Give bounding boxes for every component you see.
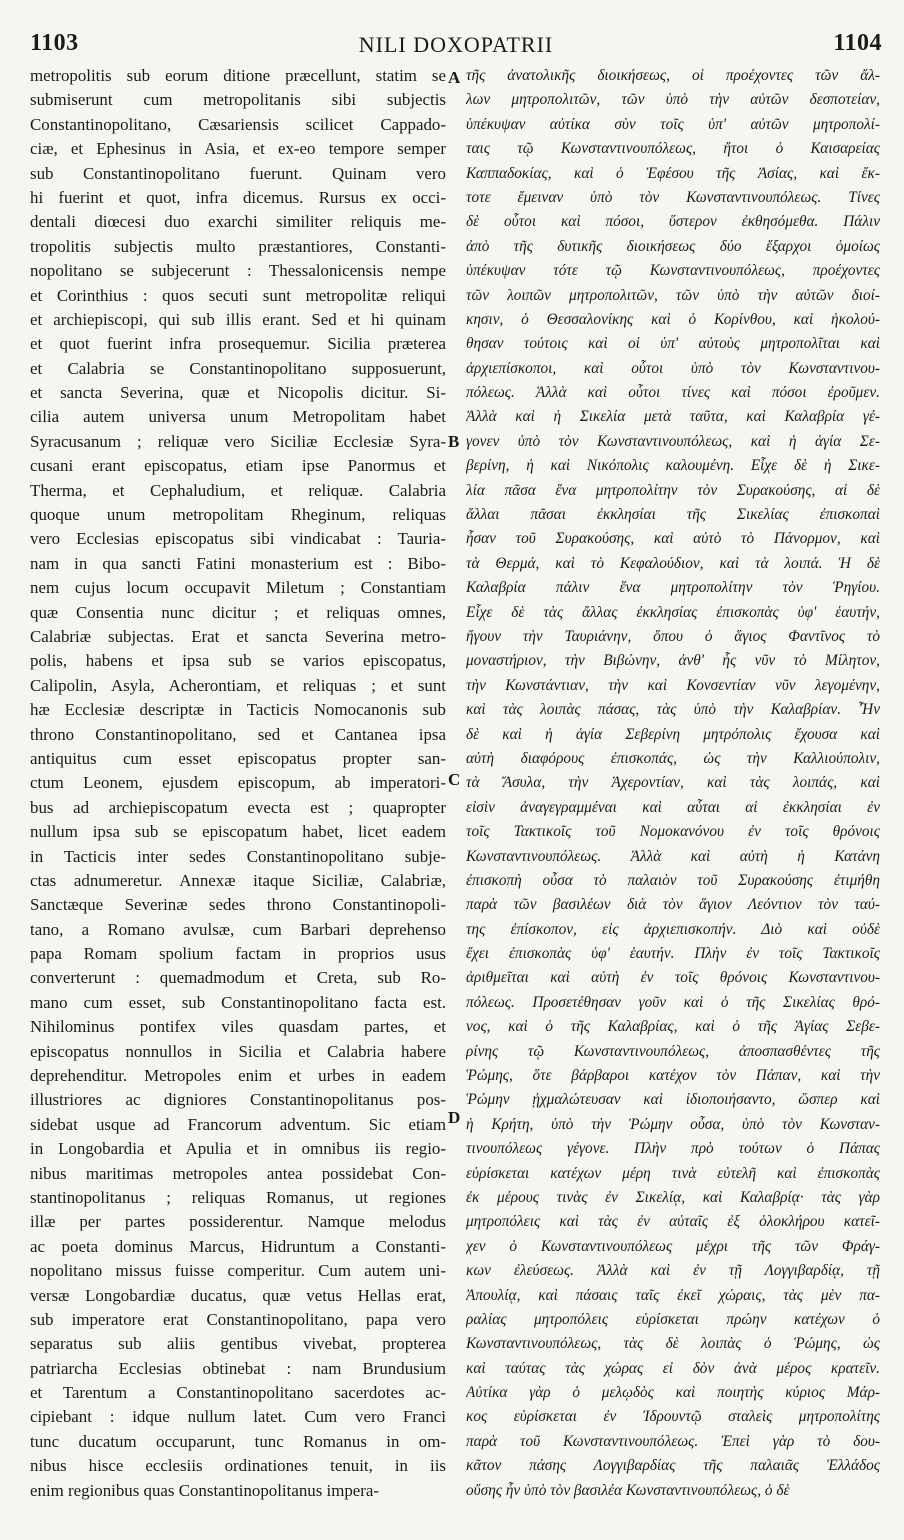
latin-text-line: et archiepiscopi, qui sub illis erant. Sed et hi quinam [30, 309, 446, 329]
page-number-left: 1103 [30, 30, 79, 56]
greek-text-line: γονεν ὑπὸ τὸν Κωνσταντινουπόλεως, καὶ ἡ ἁγία Σε- [466, 432, 880, 450]
latin-text-line: sub imperatore erat Constantinopolitano, papa vero [30, 1309, 446, 1329]
greek-text-line: παρὰ τοῦ Κωνσταντινουπόλεως. Ἐπεὶ γὰρ τὸ δου- [466, 1432, 880, 1450]
greek-text-line: ὑπέκυψαν αὐτίκα σὺν τοῖς ὑπ' αὐτῶν μητροπολί- [466, 115, 880, 133]
greek-text-line: Εἶχε δὲ τὰς ἄλλας ἐκκλησίας ἐπισκοπὰς ὑφ' ἑαυτήν, [466, 603, 880, 621]
latin-column [30, 64, 446, 1503]
greek-text-line: ὑπέκυψαν τότε τῷ Κωνσταντινουπόλεως, προέχοντες [466, 262, 880, 280]
latin-text-line: deprehenditur. Metropoles enim et urbes in eadem [30, 1066, 446, 1086]
greek-text-line: δὲ οὗτοι καὶ πόσοι, ὕστερον ἐκθησόμεθα. Πάλιν [466, 213, 880, 231]
latin-text-line: nopolitano se subjecerunt : Thessalonicensis nempe [30, 261, 446, 281]
greek-text-line: Αὐτίκα γὰρ ὁ μελῳδὸς καὶ ποιητὴς κύριος Μάρ- [466, 1384, 880, 1402]
greek-text-line: κων ἐλεύσεως. Ἀλλὰ καὶ ἐν τῇ Λογγιβαρδίᾳ, τῇ [466, 1262, 880, 1280]
greek-text-line: ρίνης τῷ Κωνσταντινουπόλεως, ἀποσπασθέντες τῆς [466, 1042, 880, 1060]
greek-text-line: της ἐπίσκοπον, εἰς ἀρχιεπισκοπήν. Διὸ καὶ οὐδὲ [466, 920, 880, 938]
latin-text-line: Nihilominus pontifex viles quasdam partes, et [30, 1017, 446, 1037]
greek-text-line: Ῥώμης, ὅτε βάρβαροι κατέχον τὸν Πάπαν, καὶ τὴν [466, 1067, 880, 1085]
latin-text-line: tunc ducatum occuparunt, tunc Romanus in om- [30, 1431, 446, 1451]
greek-text-line: δὲ καὶ ἡ ἁγία Σεβερίνη μητρόπολις ἔχουσα καὶ [466, 725, 880, 743]
section-marker-c: C [448, 770, 461, 789]
latin-text-line: vero Ecclesias episcopatus sibi vindicabat : Tauria- [30, 529, 446, 549]
latin-text-line: et Corinthius : quos secuti sunt metropolitæ reliqui [30, 285, 446, 305]
greek-column [466, 64, 880, 1503]
latin-text-line: in Tacticis inter sedes Constantinopolitano subje- [30, 846, 446, 866]
latin-text-line: hæ Ecclesiæ descriptæ in Tacticis Nomocanonis sub [30, 700, 446, 720]
latin-text-line: quoque unum metropolitam Rheginum, reliquas [30, 505, 446, 525]
latin-text-line: separatus sub aliis gentibus vivebat, propterea [30, 1334, 446, 1354]
latin-text-line: tropolitis subjectis multo præstantiores, Constanti- [30, 236, 446, 256]
greek-text-line: τὰ Ἄσυλα, τὴν Ἀχεροντίαν, καὶ τὰς λοιπάς, καὶ [466, 774, 880, 792]
greek-text-line: Ἀπουλίᾳ, καὶ πάσαις ταῖς ἐκεῖ χώραις, τὰς μὲν πα- [466, 1286, 880, 1304]
greek-text-line: κος εὑρίσκεται ἐν Ἰδρουντῷ σταλεὶς μητροπολίτης [466, 1408, 880, 1426]
greek-text-line: ἐπισκοπὴ οὖσα τὸ παλαιὸν τοῦ Συρακούσης ἐτιμήθη [466, 871, 880, 889]
greek-text-line: Καππαδοκίας, καὶ ὁ Ἐφέσου τῆς Ἀσίας, καὶ ἔκ- [466, 164, 880, 182]
running-title: NILI DOXOPATRII [358, 32, 554, 57]
greek-text-line: αὐτὴ διαφόρους ἐπισκοπάς, ὡς τὴν Καλλιούπολιν, [466, 749, 880, 767]
latin-text-line: et quot fuerint infra prosequemur. Sicilia præterea [30, 334, 446, 354]
latin-text-line: in Longobardia et Apulia et in omnibus iis regio- [30, 1139, 446, 1159]
latin-text-line: illæ per partes possiderentur. Namque melodus [30, 1212, 446, 1232]
greek-text-line: τὰ Θερμά, καὶ τὸ Κεφαλούδιον, καὶ τὰ λοιπά. Ἡ δὲ [466, 554, 880, 572]
greek-text-line: ἦσαν τοῦ Συρακούσης, καὶ αὐτὸ τὸ Πάνορμον, καὶ [466, 530, 880, 548]
latin-text-line: throno Constantinopolitano, sed et Cantanea ipsa [30, 724, 446, 744]
greek-text-line: ἄλλαι πᾶσαι ἐκκλησίαι τῆς Σικελίας ἐπισκοπαὶ [466, 506, 880, 524]
greek-text-line: τινουπόλεως γέγονε. Πλὴν πρὸ τούτων ὁ Πάπας [466, 1140, 880, 1158]
latin-text-line: illustriores ac digniores Constantinopolitanus pos- [30, 1090, 446, 1110]
greek-text-line: λία πᾶσα ἕνα μητροπολίτην τὸν Συρακούσης, αἱ δὲ [466, 481, 880, 499]
greek-text-line: Κωνσταντινουπόλεως, τὰς δὲ λοιπὰς ὁ Ῥώμης, ὡς [466, 1335, 880, 1353]
greek-text-line: ἀπὸ τῆς δυτικῆς διοικήσεως δύο ἔξαρχοι ὁμοίως [466, 237, 880, 255]
latin-text-line: nibus maritimas metropoles antea possidebat Con- [30, 1163, 446, 1183]
greek-text-line: τῶν λοιπῶν μητροπολιτῶν, τῶν ὑπὸ τὴν αὐτῶν διοί- [466, 286, 880, 304]
greek-text-line: κησιν, ὁ Θεσσαλονίκης καὶ ὁ Κορίνθου, καὶ ἠκολού- [466, 310, 880, 328]
greek-text-line: ἡ Κρήτη, ὑπὸ τὴν Ῥώμην οὖσα, ὑπὸ τὸν Κωνσταν- [466, 1115, 880, 1133]
latin-text-line: mano cum esset, sub Constantinopolitano facta est. [30, 992, 446, 1012]
latin-text-line: sub Constantinopolitano fuerunt. Quinam vero [30, 163, 446, 183]
greek-text-line: πόλεως. Ἀλλὰ καὶ οὗτοι τίνες καὶ πόσοι ἐροῦμεν. [466, 384, 880, 402]
latin-text-line: enim regionibus quas Constantinopolitanus impera- [30, 1480, 380, 1500]
greek-text-line: ἤγουν τὴν Ταυριάνην, ὅπου ὁ ἅγιος Φαντῖνος τὸ [466, 627, 880, 645]
latin-text-line: polis, habens et ipsa sub se varios episcopatus, [30, 651, 446, 671]
latin-text-line: cusani erant episcopatus, etiam ipse Panormus et [30, 456, 446, 476]
greek-text-line: μητροπόλεις καὶ τὰς ἐν αὐταῖς ἐξ ὁλοκλήρου κατεῖ- [466, 1213, 880, 1231]
latin-text-line: Constantinopolitano, Cæsariensis scilicet Cappado- [30, 114, 446, 134]
greek-text-line: τοῖς Τακτικοῖς τοῦ Νομοκανόνου ἐν τοῖς θρόνοις [466, 823, 880, 841]
latin-text-line: versæ Longobardiæ ducatus, quæ vetus Hellas erat, [30, 1285, 446, 1305]
latin-text-line: patriarcha Ecclesias obtinebat : nam Brundusium [30, 1358, 446, 1378]
greek-text-line: νος, καὶ ὁ τῆς Καλαβρίας, καὶ ὁ τῆς Ἁγίας Σεβε- [466, 1018, 880, 1036]
greek-text-line: τῆς ἀνατολικῆς διοικήσεως, οἱ προέχοντες τῶν ἄλ- [466, 67, 880, 84]
greek-text-line: καὶ ταύτας τὰς χώρας εἰ δὸν ἀνὰ μέρος κρατεῖν. [466, 1359, 880, 1377]
latin-text-line: nullum ipsa sub se episcopatum habet, licet eadem [30, 822, 446, 842]
latin-text-line: Sanctæque Severinæ sedes throno Constantinopoli- [30, 895, 446, 915]
greek-text-line: Κωνσταντινουπόλεως. Ἀλλὰ καὶ αὐτὴ ἡ Κατάνη [466, 847, 880, 865]
latin-text-line: metropolitis sub eorum ditione præcellunt, statim se [30, 66, 446, 85]
section-marker-d: D [448, 1108, 461, 1127]
latin-text-line: et sancta Severina, quæ et Nicopolis dicitur. Si- [30, 383, 446, 403]
latin-text-line: bus ad archiepiscopatum evecta est ; quapropter [30, 797, 446, 817]
latin-text-line: Calabriæ subjectas. Erat et sancta Severina metro- [30, 626, 446, 646]
latin-text-line: nem cujus locum occupavit Miletum ; Constantiam [30, 578, 446, 598]
greek-text-line: χεν ὁ Κωνσταντινουπόλεως μέχρι τῆς τῶν Φράγ- [466, 1237, 880, 1255]
greek-text-line: ἐκ μέρους τινὰς ἐν Σικελίᾳ, καὶ Καλαβρίᾳ· τὰς γὰρ [466, 1188, 880, 1206]
latin-text-line: ctas adnumeretur. Annexæ itaque Siciliæ, Calabriæ, [30, 870, 446, 890]
latin-text-line: hi fuerint et quot, infra dicemus. Rursus ex occi- [30, 187, 446, 207]
greek-text-line: πόλεως. Προσετέθησαν γοῦν καὶ ὁ τῆς Σικελίας θρό- [466, 993, 880, 1011]
latin-text-line: Calipolin, Asyla, Acherontiam, et reliquas ; et sunt [30, 675, 446, 695]
greek-text-line: ἀρχιεπίσκοποι, καὶ οὗτοι ὑπὸ τὸν Κωνσταντινου- [466, 359, 880, 377]
latin-text-line: Therma, et Cephaludium, et reliquæ. Calabria [30, 480, 446, 500]
latin-text-line: ac poeta dominus Marcus, Hidruntum a Constanti- [30, 1236, 446, 1256]
latin-text-line: dentali diœcesi duo exarchi similiter reliquis me- [30, 212, 446, 232]
greek-text-line: καὶ τὰς λοιπὰς πάσας, τὰς ὑπὸ τὴν Καλαβρίαν. Ἦν [466, 701, 880, 719]
latin-text-line: antiquitus cum esset episcopatus propter san- [30, 748, 446, 768]
greek-text-line: κᾶτον πάσης Λογγιβαρδίας τῆς παλαιᾶς Ἑλλάδος [466, 1457, 880, 1475]
page-number-right: 1104 [833, 30, 882, 56]
greek-text-line: λων μητροπολιτῶν, τῶν ὑπὸ τὴν αὐτῶν δεσποτείαν, [466, 91, 880, 109]
latin-text-line: episcopatus nonnullos in Sicilia et Calabria habere [30, 1041, 446, 1061]
greek-text-line: εὑρίσκεται κατέχων μέρη τινὰ εὐτελῆ καὶ ἐπισκοπὰς [466, 1164, 880, 1182]
latin-text-line: nopolitano missus fuisse comperitur. Cum autem uni- [30, 1261, 446, 1281]
greek-text-line: μοναστήριον, τὴν Βιβώνην, ἀνθ' ἧς νῦν τὸ Μίλητον, [466, 652, 880, 670]
latin-text-line: cilia autem universa unum Metropolitam habet [30, 407, 446, 427]
latin-text-line: ciæ, et Ephesinus in Asia, et ex-eo tempore semper [30, 139, 446, 159]
greek-text-line: οὔσης ἦν ὑπὸ τὸν βασιλέα Κωνσταντινουπόλεως, ὁ δὲ [466, 1481, 790, 1499]
greek-text-line: ἀριθμεῖται καὶ αὐτὴ ἐν τοῖς θρόνοις Κωνσταντινου- [466, 969, 880, 987]
latin-text-line: Syracusanum ; reliquæ vero Siciliæ Ecclesiæ Syra- [30, 431, 446, 451]
greek-text-line: ταις τῷ Κωνσταντινουπόλεως, ἤτοι ὁ Καισαρείας [466, 140, 880, 158]
greek-text-line: ἔχει ἐπισκοπὰς ὑφ' ἑαυτήν. Πλὴν ἐν τοῖς Τακτικοῖς [466, 945, 880, 963]
latin-text-line: stantinopolitanus ; reliquas Romanus, ut regiones [30, 1187, 446, 1207]
latin-text-line: cipiebant : idque nullum latet. Cum vero Franci [30, 1407, 446, 1427]
latin-text-line: nam in qua sancti Fatini monasterium est : Bibo- [30, 553, 446, 573]
latin-text-line: et Calabria se Constantinopolitano supposuerunt, [30, 358, 446, 378]
greek-text-line: Ἀλλὰ καὶ ἡ Σικελία μετὰ ταῦτα, καὶ Καλαβρία γέ- [466, 408, 880, 426]
latin-text-line: quæ Consentia nunc dicitur ; et reliquas omnes, [30, 602, 446, 622]
latin-text-line: sidebat usque ad Francorum adventum. Sic etiam [30, 1114, 446, 1134]
latin-text-line: ctum Leonem, ejusdem episcopum, ab imperatori- [30, 773, 446, 793]
greek-text-line: παρὰ τῶν βασιλέων διὰ τὸν ἅγιον Λεόντιον τὸν ταύ- [466, 896, 880, 914]
greek-text-line: ραλίας μητροπόλεις εὑρίσκεται πρώην κατέχων ὁ [466, 1310, 880, 1328]
greek-text-line: βερίνη, ἡ καὶ Νικόπολις καλουμένη. Εἶχε δὲ ἡ Σικε- [466, 457, 880, 475]
latin-text-line: papa Romam spolium factam in proprios usus [30, 944, 446, 964]
latin-text-line: submiserunt cum metropolitanis sibi subjectis [30, 90, 446, 110]
latin-text-line: nibus hisce ecclesiis ordinationes tenuit, in iis [30, 1456, 446, 1476]
latin-text-line: tano, a Romano avulsæ, cum Barbari deprehenso [30, 919, 446, 939]
greek-text-line: θησαν τούτοις καὶ οἱ ὑπ' αὐτοὺς μητροπολῖται καὶ [466, 335, 880, 353]
latin-text-line: et Tarentum a Constantinopolitano sacerdotes ac- [30, 1383, 446, 1403]
latin-text-line: converterunt : quemadmodum et Creta, sub Ro- [30, 968, 446, 988]
greek-text-line: τοτε ἔμειναν ὑπὸ τὸν Κωνσταντινουπόλεως. Τίνες [466, 188, 880, 206]
greek-text-line: Καλαβρία πάλιν ἕνα μητροπολίτην τὸν Ῥηγίου. [466, 579, 880, 597]
greek-text-line: τὴν Κωνστάντιαν, τὴν καὶ Κονσεντίαν νῦν λεγομένην, [466, 676, 880, 694]
greek-text-line: Ῥώμην ᾐχμαλώτευσαν καὶ ἰδιοποιήσαντο, ὥσπερ καὶ [466, 1091, 880, 1109]
page-header [30, 30, 882, 60]
section-marker-b: B [448, 432, 460, 451]
section-marker-a: A [448, 68, 461, 87]
greek-text-line: εἰσὶν ἀναγεγραμμέναι καὶ αὗται αἱ ἐκκλησίαι ἐν [466, 798, 880, 816]
